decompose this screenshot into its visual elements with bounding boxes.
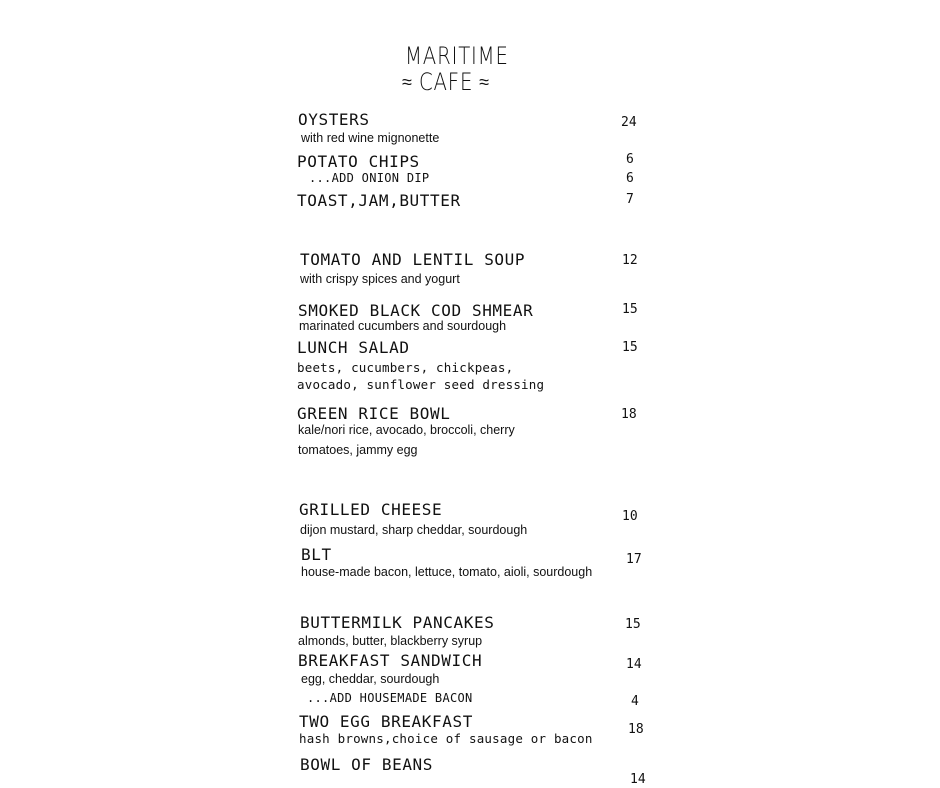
item-desc-breakfast-sandwich: egg, cheddar, sourdough	[301, 672, 440, 686]
cafe-logo	[396, 42, 509, 96]
item-name-green-rice-bowl: GREEN RICE BOWL	[297, 404, 451, 423]
item-desc-oysters: with red wine mignonette	[301, 131, 440, 145]
item-price-pancakes: 15	[625, 617, 641, 632]
item-price-blt: 17	[626, 552, 642, 567]
item-desc-cod-shmear: marinated cucumbers and sourdough	[299, 319, 507, 333]
logo-word-cafe: CAFE	[418, 68, 474, 96]
wave-left-icon: ≈	[402, 72, 413, 93]
item-desc-tomato-soup: with crispy spices and yogurt	[300, 272, 460, 286]
item-price-cod-shmear: 15	[622, 302, 638, 317]
item-name-oysters: OYSTERS	[298, 110, 370, 129]
item-name-blt: BLT	[301, 545, 332, 564]
item-price-breakfast-sandwich: 14	[626, 657, 642, 672]
item-desc-two-egg-breakfast: hash browns,choice of sausage or bacon	[299, 731, 593, 746]
item-price-potato-chips: 6	[626, 152, 634, 167]
addon-name-onion-dip: ...ADD ONION DIP	[309, 171, 430, 185]
item-price-green-rice-bowl: 18	[621, 407, 637, 422]
item-desc-pancakes: almonds, butter, blackberry syrup	[298, 634, 483, 648]
item-name-toast: TOAST,JAM,BUTTER	[297, 191, 461, 210]
logo-line-maritime: MARITIME	[405, 42, 509, 70]
addon-price-onion-dip: 6	[626, 171, 634, 186]
item-price-oysters: 24	[621, 115, 637, 130]
item-price-two-egg-breakfast: 18	[628, 722, 644, 737]
logo-line-cafe	[396, 70, 496, 94]
item-name-breakfast-sandwich: BREAKFAST SANDWICH	[298, 651, 483, 670]
item-name-grilled-cheese: GRILLED CHEESE	[299, 500, 443, 519]
item-desc-blt: house-made bacon, lettuce, tomato, aioli, sourdough	[301, 565, 593, 579]
item-desc-grilled-cheese: dijon mustard, sharp cheddar, sourdough	[300, 523, 528, 537]
item-price-grilled-cheese: 10	[622, 509, 638, 524]
item-desc-lunch-salad-line2: avocado, sunflower seed dressing	[297, 377, 545, 392]
item-name-pancakes: BUTTERMILK PANCAKES	[300, 613, 495, 632]
item-name-bowl-of-beans: BOWL OF BEANS	[300, 755, 434, 774]
item-price-bowl-of-beans: 14	[630, 772, 646, 787]
item-name-lunch-salad: LUNCH SALAD	[297, 338, 410, 357]
item-desc-green-rice-bowl-line1: kale/nori rice, avocado, broccoli, cherry	[298, 423, 515, 437]
item-name-two-egg-breakfast: TWO EGG BREAKFAST	[299, 712, 473, 731]
item-price-lunch-salad: 15	[622, 340, 638, 355]
wave-right-icon: ≈	[479, 72, 490, 93]
addon-price-housemade-bacon: 4	[631, 694, 639, 709]
item-name-tomato-soup: TOMATO AND LENTIL SOUP	[300, 250, 526, 269]
item-price-tomato-soup: 12	[622, 253, 638, 268]
item-price-toast: 7	[626, 192, 634, 207]
item-name-potato-chips: POTATO CHIPS	[297, 152, 420, 171]
item-name-cod-shmear: SMOKED BLACK COD SHMEAR	[298, 301, 534, 320]
item-desc-green-rice-bowl-line2: tomatoes, jammy egg	[298, 443, 418, 457]
addon-name-housemade-bacon: ...ADD HOUSEMADE BACON	[307, 691, 473, 705]
item-desc-lunch-salad-line1: beets, cucumbers, chickpeas,	[297, 360, 514, 375]
